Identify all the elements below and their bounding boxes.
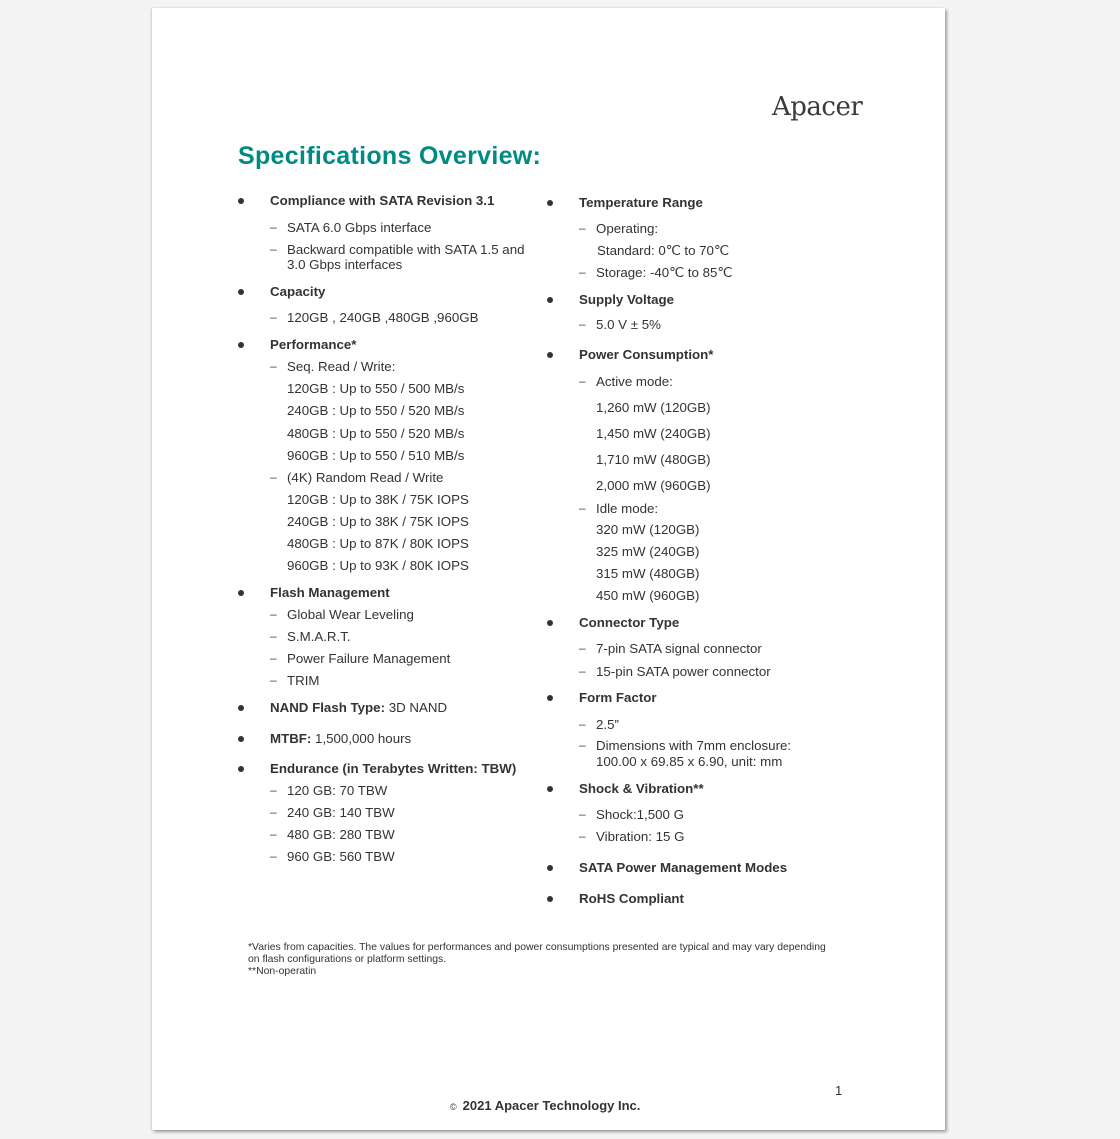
dash-icon: – [270,849,277,863]
footnote: **Non-operatin [248,966,317,977]
bullet-icon [547,695,553,701]
spec-value: 240GB : Up to 550 / 520 MB/s [287,403,465,418]
spec-value: 2,000 mW (960GB) [596,478,711,493]
spec-item: Vibration: 15 G [596,829,685,844]
spec-item: Idle mode: [596,501,659,516]
dash-icon: – [270,673,277,687]
spec-value: 960GB : Up to 550 / 510 MB/s [287,448,465,463]
dash-icon: – [270,359,277,373]
dash-icon: – [579,501,586,515]
spec-value: 1,500,000 hours [311,731,412,746]
footnote: on flash configurations or platform settings. [248,954,447,965]
spec-item: 480 GB: 280 TBW [287,827,395,842]
spec-value: 960GB : Up to 93K / 80K IOPS [287,558,469,573]
spec-value: 315 mW (480GB) [596,566,700,581]
spec-item: SATA 6.0 Gbps interface [287,220,432,235]
bullet-icon [238,705,244,711]
spec-item: 120 GB: 70 TBW [287,783,388,798]
copyright-text: 2021 Apacer Technology Inc. [462,1098,641,1113]
bullet-icon [238,198,244,204]
spec-item: 120GB , 240GB ,480GB ,960GB [287,310,479,325]
dash-icon: – [579,717,586,731]
dash-icon: – [270,607,277,621]
copyright-line [450,1098,640,1115]
dash-icon: – [579,738,586,752]
spec-item: 960 GB: 560 TBW [287,849,395,864]
spec-value: 480GB : Up to 550 / 520 MB/s [287,426,465,441]
spec-item: 3.0 Gbps interfaces [287,257,403,272]
spec-value: 1,710 mW (480GB) [596,452,711,467]
spec-heading: Shock & Vibration** [579,781,704,796]
spec-item: 2.5” [596,717,619,732]
spec-heading: Supply Voltage [579,292,675,307]
spec-value: 1,260 mW (120GB) [596,400,711,415]
footnote: *Varies from capacities. The values for performances and power consumptions presented are typical and may vary depending [248,942,826,953]
dash-icon: – [579,664,586,678]
spec-item: 7-pin SATA signal connector [596,641,762,656]
spec-item: Global Wear Leveling [287,607,414,622]
page-title: Specifications Overview: [238,142,542,170]
bullet-icon [547,200,553,206]
bullet-icon [547,297,553,303]
dash-icon: – [579,317,586,331]
spec-value: 3D NAND [385,700,448,715]
spec-label: MTBF: [270,731,312,746]
dash-icon: – [270,629,277,643]
dash-icon: – [579,807,586,821]
spec-item: 15-pin SATA power connector [596,664,771,679]
bullet-icon [238,736,244,742]
dash-icon: – [579,829,586,843]
spec-item: Backward compatible with SATA 1.5 and [287,242,525,257]
spec-heading: SATA Power Management Modes [579,860,788,875]
spec-value: Standard: 0℃ to 70℃ [597,243,729,258]
spec-value: 120GB : Up to 38K / 75K IOPS [287,492,469,507]
spec-item: 100.00 x 69.85 x 6.90, unit: mm [596,754,783,769]
spec-item: Active mode: [596,374,673,389]
spec-value: 240GB : Up to 38K / 75K IOPS [287,514,469,529]
spec-value: 320 mW (120GB) [596,522,700,537]
spec-heading: Performance* [270,337,357,352]
spec-heading: Temperature Range [579,195,703,210]
spec-item: Operating: [596,221,659,236]
bullet-icon [238,590,244,596]
spec-item: Seq. Read / Write: [287,359,396,374]
page-number: 1 [835,1083,843,1098]
spec-item: Storage: -40℃ to 85℃ [596,265,733,280]
spec-heading: Compliance with SATA Revision 3.1 [270,193,495,208]
bullet-icon [238,289,244,295]
spec-item: Power Failure Management [287,651,451,666]
spec-item: 5.0 V ± 5% [596,317,661,332]
bullet-icon [547,352,553,358]
spec-item: Dimensions with 7mm enclosure: [596,738,792,753]
spec-heading: Connector Type [579,615,680,630]
dash-icon: – [270,827,277,841]
spec-item: Shock:1,500 G [596,807,684,822]
bullet-icon [547,786,553,792]
spec-heading: Form Factor [579,690,657,705]
spec-value: 1,450 mW (240GB) [596,426,711,441]
spec-heading: Power Consumption* [579,347,714,362]
dash-icon: – [579,374,586,388]
spec-value: 450 mW (960GB) [596,588,700,603]
dash-icon: – [270,242,277,256]
bullet-icon [547,620,553,626]
spec-value: 480GB : Up to 87K / 80K IOPS [287,536,469,551]
dash-icon: – [270,805,277,819]
dash-icon: – [270,470,277,484]
spec-heading: Capacity [270,284,326,299]
spec-line [270,731,411,747]
dash-icon: – [270,783,277,797]
spec-value: 325 mW (240GB) [596,544,700,559]
spec-line [270,700,447,716]
apacer-logo: Apacer [772,92,863,122]
dash-icon: – [579,221,586,235]
bullet-icon [238,342,244,348]
dash-icon: – [270,220,277,234]
dash-icon: – [579,641,586,655]
copyright-icon: © [450,1102,457,1112]
spec-item: TRIM [287,673,320,688]
bullet-icon [238,766,244,772]
spec-value: 120GB : Up to 550 / 500 MB/s [287,381,465,396]
spec-heading: Flash Management [270,585,390,600]
spec-label: NAND Flash Type: [270,700,386,715]
dash-icon: – [579,265,586,279]
dash-icon: – [270,310,277,324]
spec-heading: Endurance (in Terabytes Written: TBW) [270,761,517,776]
bullet-icon [547,865,553,871]
spec-heading: RoHS Compliant [579,891,684,906]
spec-item: S.M.A.R.T. [287,629,351,644]
spec-item: 240 GB: 140 TBW [287,805,395,820]
spec-item: (4K) Random Read / Write [287,470,444,485]
dash-icon: – [270,651,277,665]
bullet-icon [547,896,553,902]
